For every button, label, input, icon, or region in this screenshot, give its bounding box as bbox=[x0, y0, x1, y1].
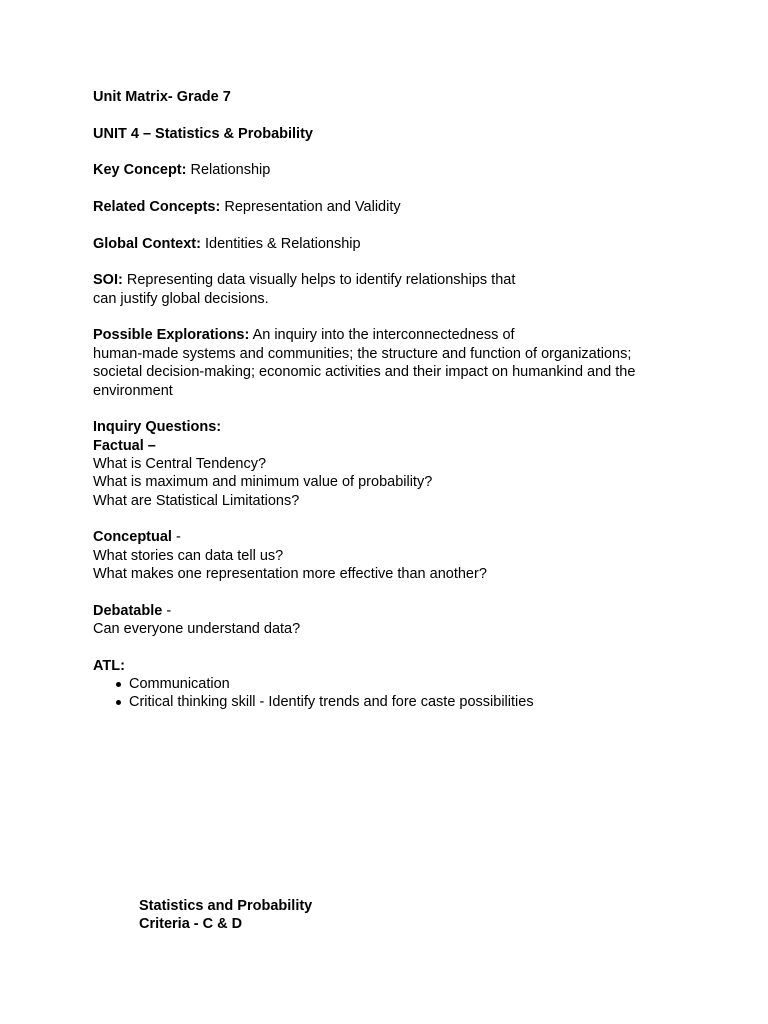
possible-explorations-text: societal decision-making; economic activities and their impact on humankind and the bbox=[93, 364, 636, 381]
conceptual-suffix: - bbox=[175, 529, 181, 546]
global-context-label: Global Context: bbox=[93, 235, 201, 252]
debatable-heading bbox=[93, 602, 733, 620]
bullet-icon bbox=[116, 700, 121, 705]
title-block bbox=[93, 88, 733, 106]
inquiry-questions-heading: Inquiry Questions: bbox=[93, 419, 222, 436]
unit-matrix-document bbox=[93, 88, 733, 730]
related-concepts-label: Related Concepts: bbox=[93, 199, 221, 216]
key-concept-line bbox=[93, 161, 733, 179]
footer-block bbox=[139, 897, 312, 934]
list-item bbox=[93, 693, 733, 711]
related-concepts-block bbox=[93, 198, 733, 216]
unit-title: UNIT 4 – Statistics & Probability bbox=[93, 125, 313, 142]
possible-explorations-text: An inquiry into the interconnectedness of bbox=[252, 327, 515, 344]
soi-text: can justify global decisions. bbox=[93, 290, 269, 307]
document-title: Unit Matrix- Grade 7 bbox=[93, 89, 231, 105]
conceptual-block bbox=[93, 528, 733, 583]
key-concept-label: Key Concept: bbox=[93, 162, 187, 179]
global-context-block bbox=[93, 235, 733, 253]
unit-block bbox=[93, 125, 733, 143]
possible-explorations-line bbox=[93, 326, 733, 344]
factual-question: What is maximum and minimum value of probability? bbox=[93, 474, 433, 491]
atl-heading: ATL: bbox=[93, 657, 125, 674]
debatable-label: Debatable bbox=[93, 602, 163, 619]
related-concepts-value: Representation and Validity bbox=[224, 199, 401, 216]
footer-subject: Statistics and Probability bbox=[139, 898, 313, 914]
soi-text: Representing data visually helps to identify relationships that bbox=[126, 272, 516, 289]
factual-question: What is Central Tendency? bbox=[93, 455, 267, 472]
soi-line bbox=[93, 271, 733, 289]
related-concepts-line bbox=[93, 198, 733, 216]
bullet-icon bbox=[116, 682, 121, 687]
possible-explorations-text: environment bbox=[93, 382, 173, 399]
atl-block bbox=[93, 657, 733, 712]
conceptual-question: What makes one representation more effective than another? bbox=[93, 565, 487, 582]
key-concept-block bbox=[93, 161, 733, 179]
atl-item-text: Communication bbox=[129, 676, 230, 692]
inquiry-questions-factual-block bbox=[93, 418, 733, 510]
atl-list bbox=[93, 675, 733, 712]
possible-explorations-block bbox=[93, 326, 733, 399]
debatable-question: Can everyone understand data? bbox=[93, 620, 301, 637]
footer-criteria: Criteria - C & D bbox=[139, 916, 243, 933]
conceptual-question: What stories can data tell us? bbox=[93, 547, 284, 564]
factual-question: What are Statistical Limitations? bbox=[93, 492, 300, 509]
debatable-suffix: - bbox=[166, 602, 172, 619]
list-item bbox=[93, 675, 733, 693]
debatable-block bbox=[93, 602, 733, 639]
conceptual-label: Conceptual bbox=[93, 529, 172, 546]
factual-label: Factual – bbox=[93, 437, 156, 454]
possible-explorations-text: human-made systems and communities; the structure and function of organizations; bbox=[93, 345, 632, 362]
conceptual-heading bbox=[93, 528, 733, 546]
key-concept-value: Relationship bbox=[190, 162, 271, 179]
global-context-line bbox=[93, 235, 733, 253]
global-context-value: Identities & Relationship bbox=[204, 235, 361, 252]
atl-item-text: Critical thinking skill - Identify trends and fore caste possibilities bbox=[129, 694, 534, 711]
soi-label: SOI: bbox=[93, 272, 123, 289]
possible-explorations-label: Possible Explorations: bbox=[93, 327, 250, 344]
soi-block bbox=[93, 271, 733, 308]
